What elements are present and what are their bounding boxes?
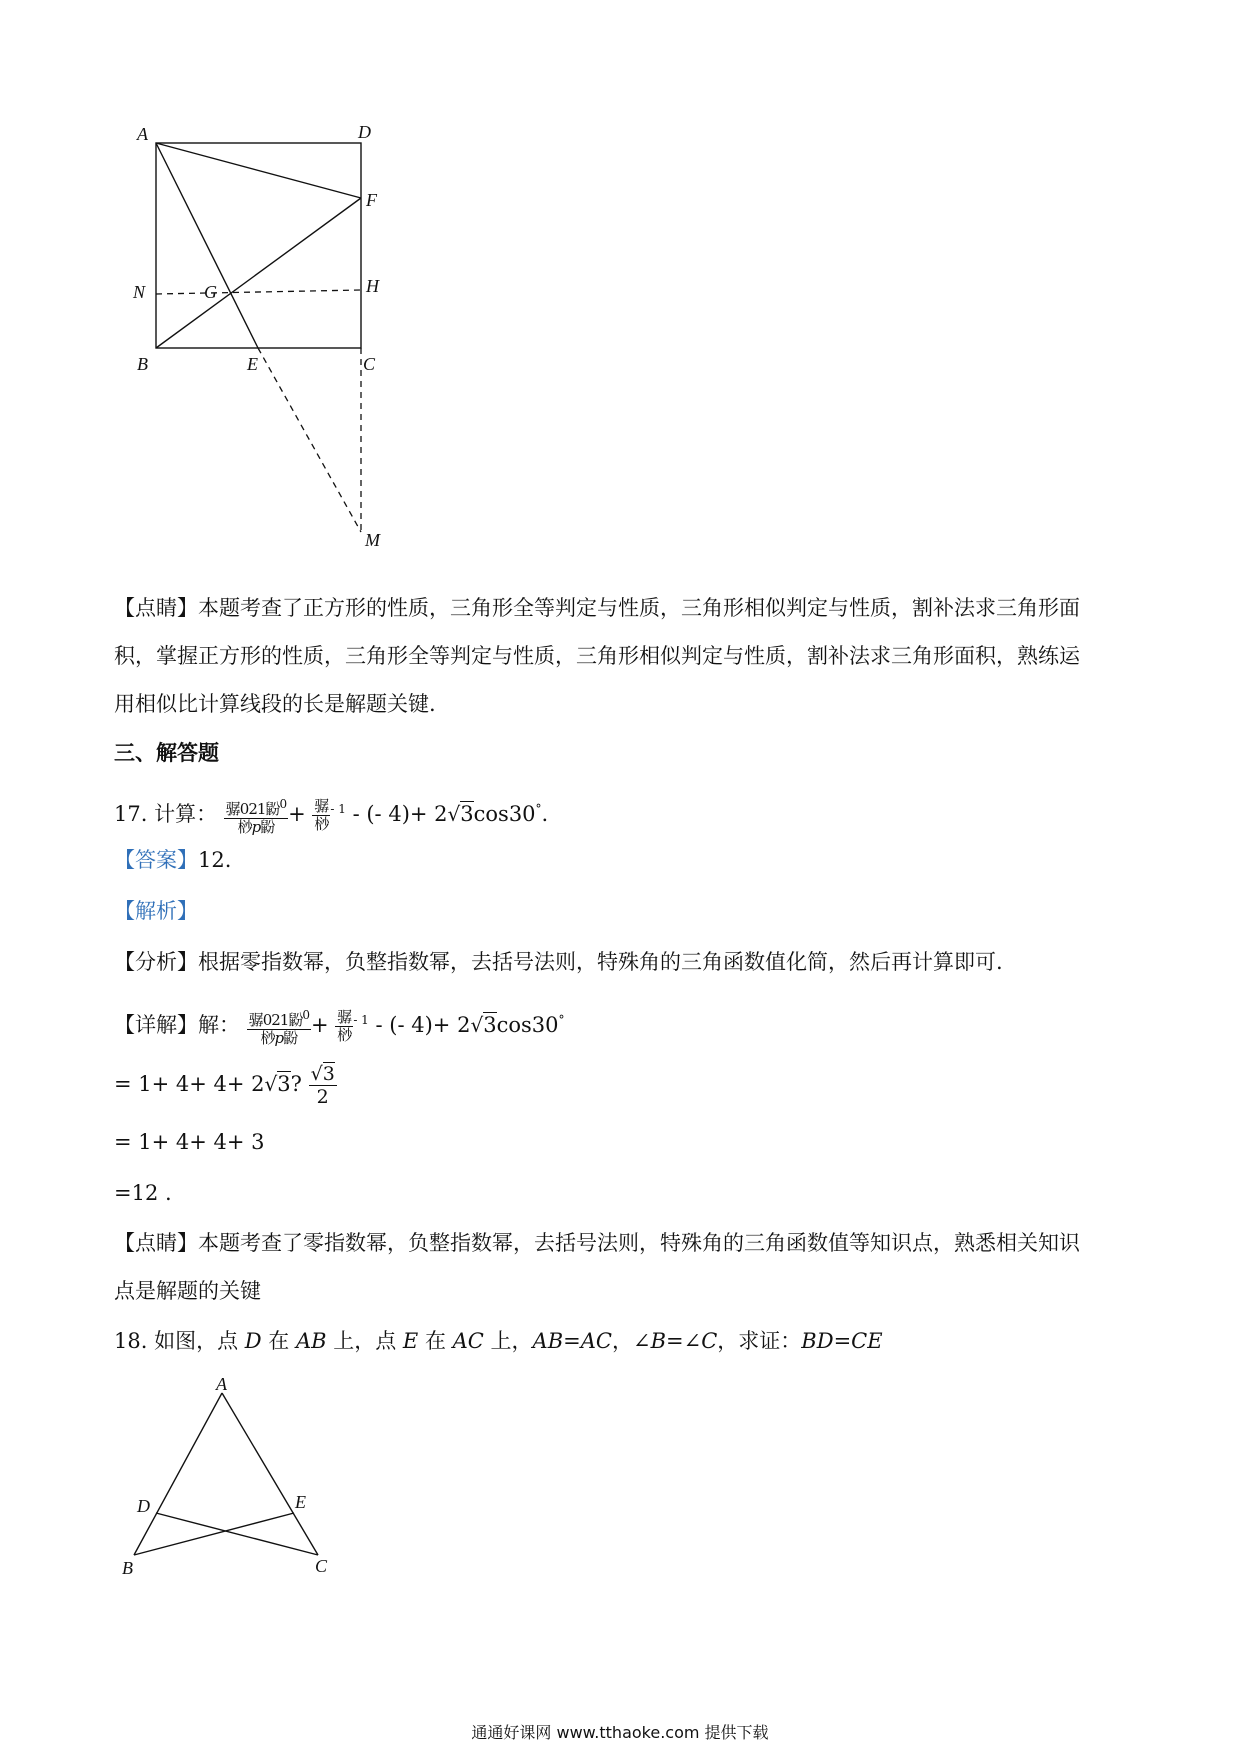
analysis-tag: 【解析】 — [114, 899, 198, 923]
xiangjie-tag: 【详解】 — [114, 1013, 198, 1037]
dashed-segment-EM — [258, 348, 361, 532]
question-17-prefix: 17. 计算： — [114, 802, 218, 826]
formula-fraction-garbled: $\frac{\text{骣}}{\text{桫}}$ — [314, 797, 329, 833]
dianjing-paragraph-1-line-3: 用相似比计算线段的长是解题关键. — [114, 692, 436, 716]
label-F: F — [366, 190, 377, 210]
answer-value: 12. — [198, 848, 232, 872]
label-G: G — [204, 282, 217, 302]
segment-BE — [134, 1513, 294, 1555]
geometry-figure-triangle — [110, 1370, 350, 1590]
segment-AF — [156, 143, 361, 198]
question-18: 18. 如图，点 D 在 AB 上，点 E 在 AC 上，AB=AC，∠B=∠C，求证：BD=CE — [114, 1329, 883, 1353]
segment-AC — [222, 1393, 318, 1555]
label-M: M — [365, 530, 380, 550]
label-A: A — [216, 1374, 227, 1394]
answer-tag: 【答案】 — [114, 848, 198, 872]
label-C: C — [363, 354, 376, 374]
xiangjie-line: 【详解】解： $\frac{骣021鼢^0}{\text{桫p鼢}}$ + $\frac{\text{骣}}{\text{桫}}$ $^{- 1}$ - (- 4)+ 2√3cos30° — [114, 1007, 565, 1047]
dianjing-paragraph-1-line-2: 积，掌握正方形的性质，三角形全等判定与性质，三角形相似判定与性质，割补法求三角形面积，熟练运 — [114, 644, 1080, 668]
dianjing-text: 本题考查了正方形的性质，三角形全等判定与性质，三角形相似判定与性质，割补法求三角形面 — [198, 596, 1080, 620]
label-H: H — [366, 276, 379, 296]
segment-AE — [156, 143, 258, 348]
label-D: D — [358, 122, 371, 142]
label-N: N — [133, 282, 146, 302]
segment-AB — [134, 1393, 222, 1555]
solution-step-3: =12 . — [114, 1181, 172, 1205]
dianjing-paragraph-1-line-1 — [114, 593, 1080, 623]
label-E: E — [247, 354, 258, 374]
formula-base-garbled-2: $\frac{骣021鼢^0}{\text{桫p鼢}}$ — [248, 1007, 309, 1047]
label-D: D — [137, 1496, 150, 1516]
fenxi-tag: 【分析】 — [114, 950, 198, 974]
question-17: 17. 计算： $\frac{骣021鼢^0}{\text{桫p鼢}}$ + $\frac{\text{骣}}{\text{桫}}$ $^{- 1}$ - (- 4)+ 2√3cos30°. — [114, 796, 549, 836]
label-A: A — [137, 124, 148, 144]
formula-fraction-garbled-2: $\frac{\text{骣}}{\text{桫}}$ — [337, 1008, 352, 1044]
solution-step-2: = 1+ 4+ 4+ 3 — [114, 1130, 265, 1154]
section-heading: 三、解答题 — [114, 741, 219, 765]
solution-step-1: = 1+ 4+ 4+ 2√3? $\frac{√3}{2}$ — [114, 1063, 335, 1108]
dashed-segment-NH — [156, 290, 361, 294]
geometry-figure-square — [120, 110, 400, 560]
segment-BF — [156, 198, 361, 348]
label-E: E — [295, 1492, 306, 1512]
fenxi-text: 根据零指数幂，负整指数幂，去括号法则，特殊角的三角函数值化简，然后再计算即可. — [198, 950, 1003, 974]
formula-tail: - (- 4)+ 2 — [352, 802, 448, 826]
label-C: C — [315, 1556, 328, 1576]
formula-base-garbled: $\frac{骣021鼢^0}{\text{桫p鼢}}$ — [225, 796, 287, 836]
fenxi-line — [114, 947, 1003, 977]
label-B: B — [137, 354, 148, 374]
segment-DC — [156, 1513, 318, 1555]
fraction-sqrt3-over-2: $\frac{√3}{2}$ — [310, 1063, 335, 1108]
dianjing-tag: 【点睛】 — [114, 596, 198, 620]
page-footer: 通通好课网 www.tthaoke.com 提供下载 — [471, 1723, 769, 1742]
answer-line — [114, 845, 231, 875]
square-ABCD — [156, 143, 361, 348]
dianjing-paragraph-2-line-1: 【点睛】本题考查了零指数幂，负整指数幂，去括号法则，特殊角的三角函数值等知识点，熟悉相关知识 — [114, 1231, 1080, 1255]
label-B: B — [122, 1558, 133, 1578]
dianjing-paragraph-2-line-2: 点是解题的关键 — [114, 1279, 261, 1303]
